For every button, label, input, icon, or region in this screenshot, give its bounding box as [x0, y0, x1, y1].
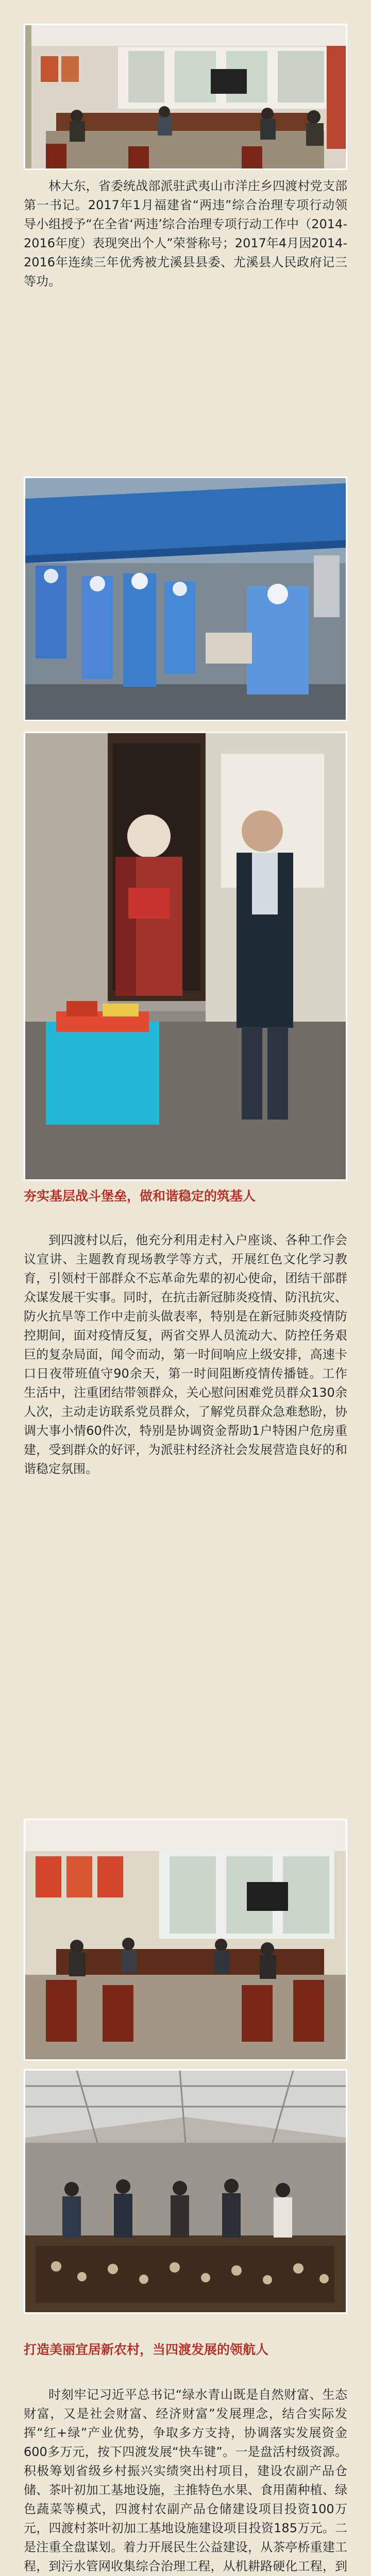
- profile-caption-text: 林大东，省委统战部派驻武夷山市洋庄乡四渡村党支部第一书记。2017年1月福建省“两违”综合治理专项行动领导小组授予“在全省‘两违’综合治理专项行动工作中（2014-2016年度）表现突出个人”荣誉称号；2017年4月因2014-2016年连续三年优秀被尤溪县县委、尤溪县人民政府记三等功。: [24, 179, 347, 289]
- section-1-heading: 夯实基层战斗堡垒，做和谐稳定的筑基人: [24, 1189, 256, 1204]
- section-2-heading: 打造美丽宜居新农村，当四渡发展的领航人: [24, 2342, 269, 2357]
- section-2-body: [24, 2385, 347, 2576]
- section-1-body: [24, 1231, 347, 1479]
- meeting-room-photo: [24, 24, 347, 170]
- mushroom-greenhouse-photo: [24, 2069, 347, 2314]
- section-2-paragraph: 时刻牢记习近平总书记“绿水青山既是自然财富、生态财富，又是社会财富、经济财富”发展理念，结合实际发挥“红+绿”产业优势，争取多方支持，协调落实发展资金600多万元，按下四渡发展“快车键”。一是盘活村级资源。积极筹划省级乡村振兴实绩突出村项目，建设农副产品仓储、茶叶初加工基地设施，主推特色水果、食用菌种植、绿色蔬菜等模式，四渡村农副产品仓储建设项目投资100万元，四渡村茶叶初加工基地设施建设项目投资185万元。二是注重全盘谋划。着力开展民生公益建设，从茶亭桥重建工程，到污水管网收集综合治理工程，从机耕路硬化工程，到: [24, 2387, 347, 2573]
- section-1-paragraph: 到四渡村以后，他充分利用走村入户座谈、各种工作会议宣讲、主题教育现场教学等方式，开展红色文化学习教育，引领村干部群众不忘革命先辈的初心使命，团结干部群众谋发展干实事。同时，在抗击新冠肺炎疫情、防汛抗灾、防火抗旱等工作中走前头做表率，特别是在新冠肺炎疫情防控期间，面对疫情反复，两省交界人员流动大、防控任务艰巨的复杂局面，闻令而动，第一时间响应上级安排，高速卡口日夜带班值守90余天，第一时间阻断疫情传播链。工作生活中，注重团结带领群众，关心慰问困难党员群众130余人次，主动走访联系党员群众，了解党员群众急难愁盼，协调大事小情60件次，特别是协调资金帮助1户特困户危房重建，受到群众的好评，为派驻村经济社会发展营造良好的和谐稳定氛围。: [24, 1233, 347, 1476]
- checkpoint-photo: [24, 477, 347, 721]
- visit-elderly-photo: [24, 732, 347, 1181]
- profile-caption: [24, 177, 347, 291]
- conference-photo: [24, 1819, 347, 2061]
